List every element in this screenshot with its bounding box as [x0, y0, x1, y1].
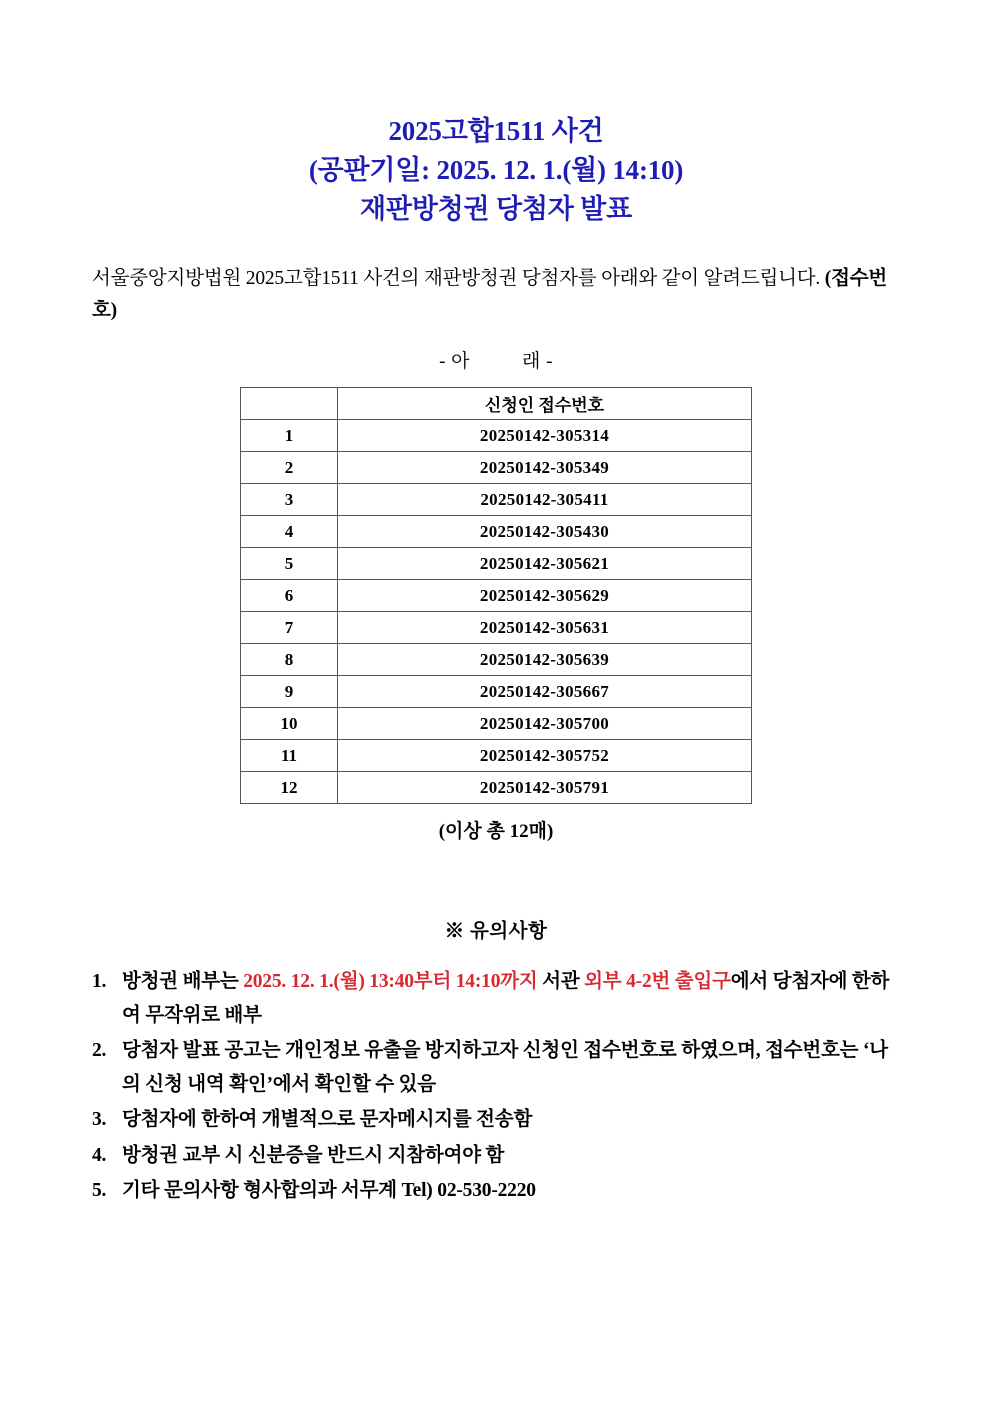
notice-highlight-text: 외부 4-2번 출입구: [584, 971, 731, 993]
table-row: [241, 612, 752, 644]
table-row: [241, 644, 752, 676]
table-row: [241, 420, 752, 452]
row-index: 1: [241, 420, 338, 452]
row-index: 3: [241, 484, 338, 516]
notice-text: 기타 문의사항 형사합의과 서무계 Tel) 02-530-2220: [122, 1180, 536, 1202]
row-index: 10: [241, 708, 338, 740]
header-index: [241, 388, 338, 420]
table-row: [241, 548, 752, 580]
notice-text: 방청권 교부 시 신분증을 반드시 지참하여야 함: [122, 1144, 505, 1166]
row-application-number: 20250142-305667: [338, 676, 752, 708]
table-row: [241, 708, 752, 740]
row-index: 11: [241, 740, 338, 772]
row-index: 8: [241, 644, 338, 676]
table-row: [241, 452, 752, 484]
row-application-number: 20250142-305700: [338, 708, 752, 740]
table-row: [241, 676, 752, 708]
winners-table-container: [92, 387, 900, 804]
intro-emphasis: (접수번호): [92, 268, 887, 321]
title-line-2: (공판기일: 2025. 12. 1.(월) 14:10): [308, 155, 684, 186]
row-application-number: 20250142-305631: [338, 612, 752, 644]
row-index: 12: [241, 772, 338, 804]
row-application-number: 20250142-305621: [338, 548, 752, 580]
notice-highlight-text: 2025. 12. 1.(월) 13:40부터 14:10까지: [243, 971, 538, 993]
total-count-label: (이상 총 12매): [438, 821, 554, 843]
notice-text: 서관: [537, 971, 585, 993]
row-application-number: 20250142-305411: [338, 484, 752, 516]
arae-left: - 아: [439, 351, 470, 373]
row-index: 9: [241, 676, 338, 708]
intro-paragraph: [92, 263, 900, 326]
row-application-number: 20250142-305349: [338, 452, 752, 484]
row-application-number: 20250142-305791: [338, 772, 752, 804]
table-row: [241, 484, 752, 516]
notice-list: [92, 965, 900, 1208]
title-line-3: 재판방청권 당첨자 발표: [360, 194, 632, 225]
table-header-row: [241, 388, 752, 420]
intro-text: 서울중앙지방법원 2025고합1511 사건의 재판방청권 당첨자를 아래와 같이 알려드립니다.: [92, 268, 825, 290]
winners-table: [240, 387, 752, 804]
row-application-number: 20250142-305639: [338, 644, 752, 676]
notice-item-marker: 5.: [92, 1180, 107, 1202]
table-head: [241, 388, 752, 420]
row-application-number: 20250142-305314: [338, 420, 752, 452]
row-index: 7: [241, 612, 338, 644]
table-row: [241, 772, 752, 804]
notice-item-marker: 1.: [92, 971, 107, 993]
notice-item: [92, 965, 900, 1032]
notice-item: [92, 1174, 900, 1208]
row-index: 4: [241, 516, 338, 548]
row-application-number: 20250142-305752: [338, 740, 752, 772]
row-application-number: 20250142-305430: [338, 516, 752, 548]
row-application-number: 20250142-305629: [338, 580, 752, 612]
notice-text: 방청권 배부는: [122, 971, 244, 993]
title-line-1: 2025고합1511 사건: [388, 116, 604, 146]
notice-heading: ※ 유의사항: [444, 921, 548, 943]
notice-item-marker: 3.: [92, 1109, 107, 1131]
row-index: 5: [241, 548, 338, 580]
notice-item: [92, 1103, 900, 1137]
page-title: [92, 0, 900, 229]
notice-item-marker: 2.: [92, 1040, 107, 1062]
notice-text: 에서 당첨자에 한하여 무작위로 배부: [122, 971, 890, 1026]
arae-separator: [92, 346, 900, 373]
table-body: [241, 420, 752, 804]
header-application-number: 신청인 접수번호: [338, 388, 752, 420]
notice-item: [92, 1034, 900, 1101]
notice-text: 당첨자에 한하여 개별적으로 문자메시지를 전송함: [122, 1109, 533, 1131]
row-index: 2: [241, 452, 338, 484]
row-index: 6: [241, 580, 338, 612]
notice-item: [92, 1139, 900, 1173]
table-row: [241, 580, 752, 612]
notice-text: 당첨자 발표 공고는 개인정보 유출을 방지하고자 신청인 접수번호로 하였으며, 접수번호는 ‘나의 신청 내역 확인’에서 확인할 수 있음: [122, 1040, 888, 1095]
notice-item-marker: 4.: [92, 1144, 107, 1166]
table-row: [241, 740, 752, 772]
arae-right: 래 -: [522, 351, 553, 373]
table-row: [241, 516, 752, 548]
